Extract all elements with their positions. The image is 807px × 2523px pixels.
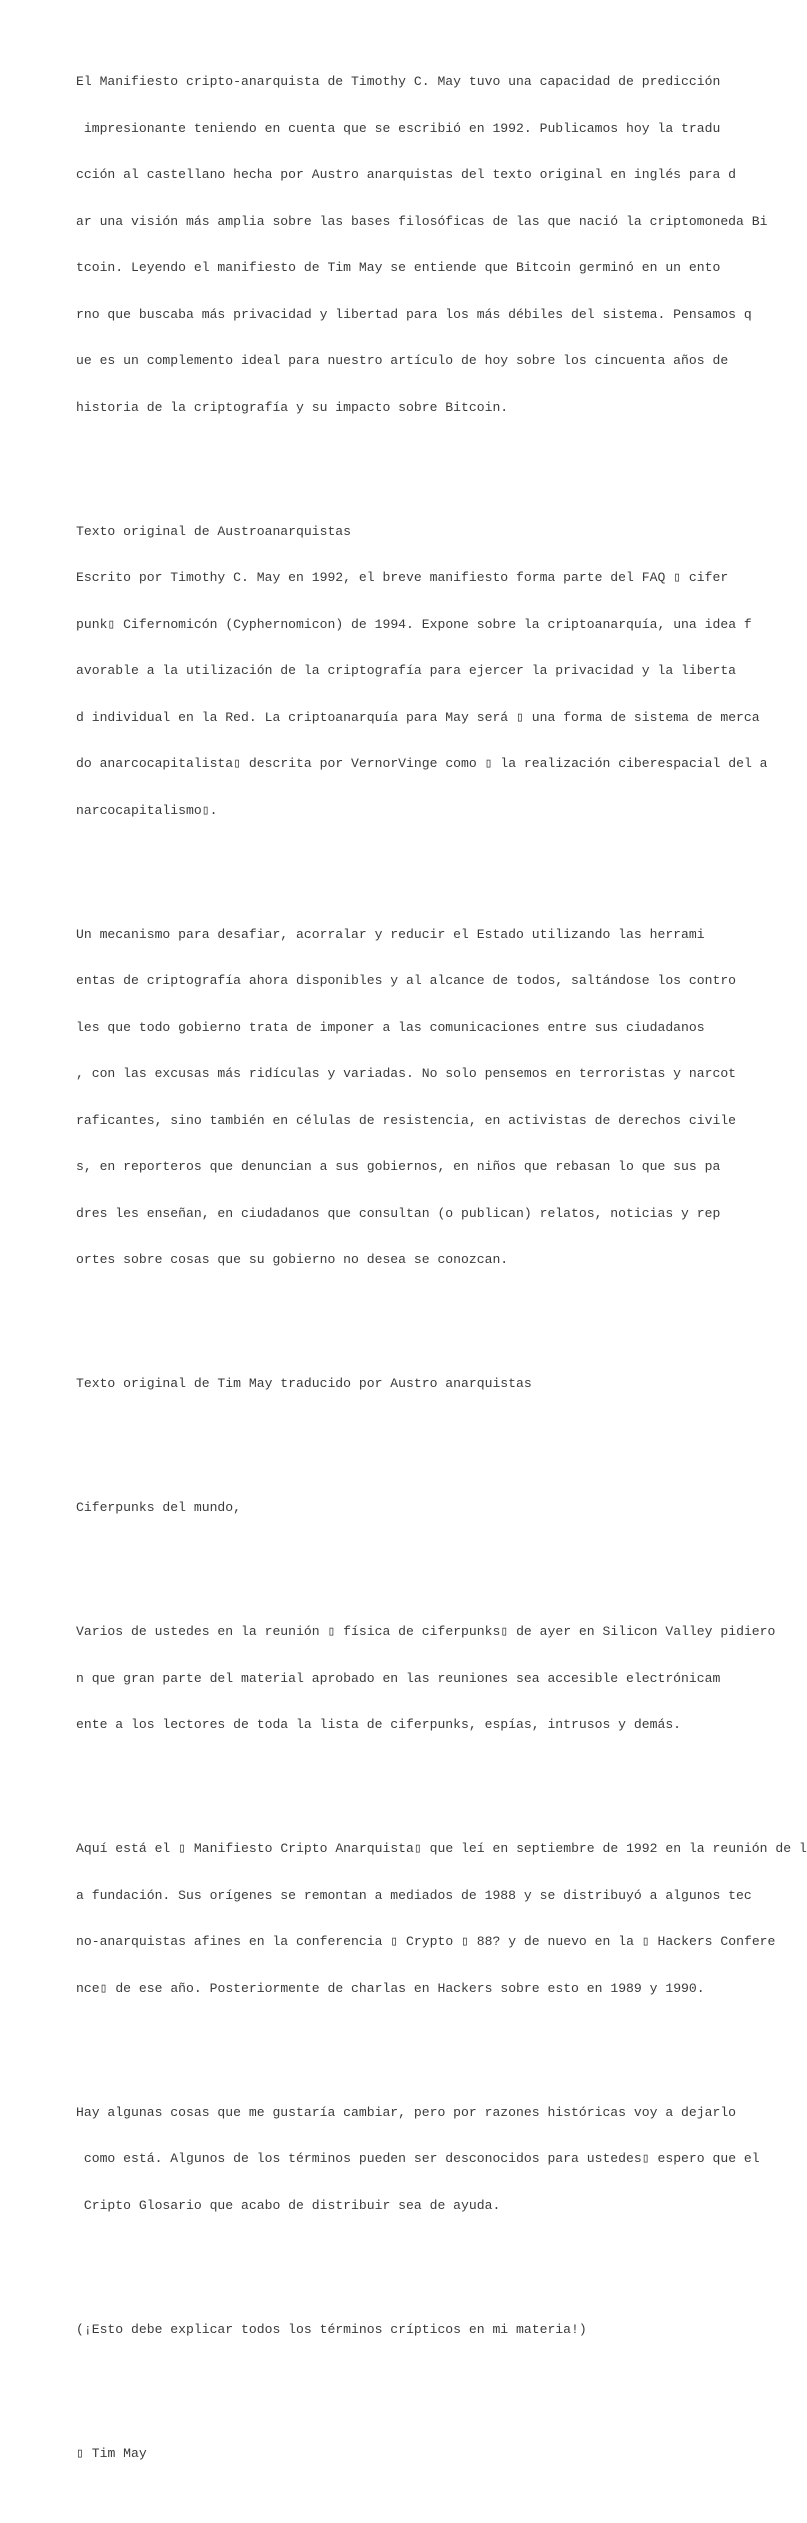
- text-line: Escrito por Timothy C. May en 1992, el breve manifiesto forma parte del FAQ ▯ cifer: [76, 570, 729, 585]
- text-line: Varios de ustedes en la reunión ▯ física de ciferpunks▯ de ayer en Silicon Valley pidiero: [76, 1624, 776, 1639]
- text-line: n que gran parte del material aprobado en las reuniones sea accesible electrónicam: [76, 1670, 721, 1686]
- text-line: ar una visión más amplia sobre las bases filosóficas de las que nació la criptomoneda Bi: [76, 213, 768, 229]
- text-line: Hay algunas cosas que me gustaría cambiar, pero por razones históricas voy a dejarlo: [76, 2104, 737, 2120]
- paragraph-meeting: [76, 1593, 776, 1764]
- paragraph-intro: [76, 43, 766, 446]
- text-line: do anarcocapitalista▯ descrita por VernorVinge como ▯ la realización ciberespacial del a: [76, 756, 768, 771]
- text-line: rno que buscaba más privacidad y libertad para los más débiles del sistema. Pensamos q: [76, 306, 752, 322]
- text-line: dres les enseñan, en ciudadanos que consultan (o publican) relatos, noticias y rep: [76, 1205, 721, 1221]
- paragraph-changes: [76, 2074, 766, 2245]
- text-line: como está. Algunos de los términos pueden ser desconocidos para ustedes▯ espero que el: [76, 2151, 760, 2166]
- text-line: ortes sobre cosas que su gobierno no desea se conozcan.: [76, 1252, 509, 1267]
- text-line: raficantes, sino también en células de resistencia, en activistas de derechos civile: [76, 1112, 737, 1128]
- text-line: narcocapitalismo▯.: [76, 802, 218, 818]
- text-line: historia de la criptografía y su impacto sobre Bitcoin.: [76, 399, 509, 415]
- text-line: Aquí está el ▯ Manifiesto Cripto Anarquista▯ que leí en septiembre de 1992 en la reunión de l: [76, 1841, 807, 1856]
- text-line: entas de criptografía ahora disponibles y al alcance de todos, saltándose los contro: [76, 973, 737, 988]
- document-body: [76, 12, 807, 2523]
- paragraph-terms: [76, 2291, 766, 2369]
- text-line: ente a los lectores de toda la lista de ciferpunks, espías, intrusos y demás.: [76, 1717, 682, 1732]
- signature: [76, 2415, 766, 2493]
- text-line: cción al castellano hecha por Austro anarquistas del texto original en inglés para d: [76, 167, 737, 182]
- text-line: s, en reporteros que denuncian a sus gobiernos, en niños que rebasan lo que sus pa: [76, 1159, 721, 1174]
- text-line: , con las excusas más ridículas y variadas. No solo pensemos en terroristas y narcot: [76, 1066, 737, 1081]
- heading-translation: [76, 1345, 766, 1423]
- text-line: El Manifiesto cripto-anarquista de Timothy C. May tuvo una capacidad de predicción: [76, 74, 721, 89]
- paragraph-austro-original: [76, 493, 766, 850]
- text-line: tcoin. Leyendo el manifiesto de Tim May se entiende que Bitcoin germinó en un ento: [76, 260, 721, 275]
- text-line: punk▯ Cifernomicón (Cyphernomicon) de 1994. Expone sobre la criptoanarquía, una idea f: [76, 616, 752, 632]
- text-line: impresionante teniendo en cuenta que se escribió en 1992. Publicamos hoy la tradu: [76, 120, 721, 136]
- text-line: Texto original de Tim May traducido por Austro anarquistas: [76, 1376, 532, 1391]
- text-line: a fundación. Sus orígenes se remontan a mediados de 1988 y se distribuyó a algunos tec: [76, 1887, 752, 1903]
- text-line: avorable a la utilización de la criptografía para ejercer la privacidad y la liberta: [76, 663, 737, 678]
- greeting: [76, 1469, 766, 1547]
- text-line: les que todo gobierno trata de imponer a las comunicaciones entre sus ciudadanos: [76, 1019, 705, 1035]
- text-line: ▯ Tim May: [76, 2445, 147, 2461]
- text-line: Texto original de Austroanarquistas: [76, 523, 352, 539]
- text-line: Ciferpunks del mundo,: [76, 1500, 242, 1515]
- text-line: d individual en la Red. La criptoanarquía para May será ▯ una forma de sistema de merca: [76, 709, 760, 725]
- text-line: no-anarquistas afines en la conferencia ▯ Crypto ▯ 88? y de nuevo en la ▯ Hackers Confere: [76, 1934, 776, 1949]
- text-line: nce▯ de ese año. Posteriormente de charlas en Hackers sobre esto en 1989 y 1990.: [76, 1980, 705, 1996]
- paragraph-manifesto: [76, 1810, 807, 2027]
- text-line: ue es un complemento ideal para nuestro artículo de hoy sobre los cincuenta años de: [76, 353, 729, 368]
- text-line: Cripto Glosario que acabo de distribuir sea de ayuda.: [76, 2197, 501, 2213]
- text-line: Un mecanismo para desafiar, acorralar y reducir el Estado utilizando las herrami: [76, 926, 705, 942]
- paragraph-mechanism: [76, 896, 766, 1299]
- text-line: (¡Esto debe explicar todos los términos crípticos en mi materia!): [76, 2321, 587, 2337]
